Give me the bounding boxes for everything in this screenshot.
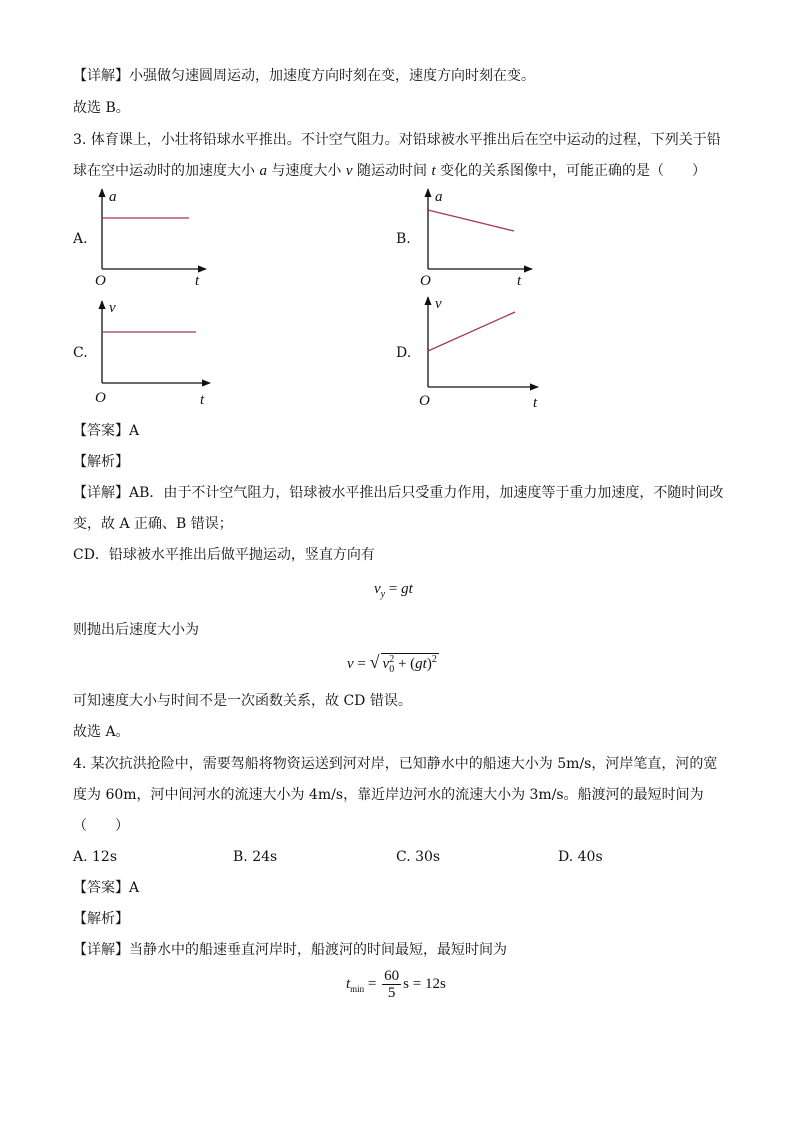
q3-c-x-label: t	[200, 392, 205, 408]
q3-option-a-label[interactable]: A.	[73, 231, 88, 247]
q3-c-y-label: v	[109, 300, 116, 316]
q3-option-b-label[interactable]: B.	[396, 231, 411, 247]
q3-d-origin: O	[419, 393, 430, 409]
q3-a-x-label: t	[195, 273, 200, 289]
q3-d-y-label: v	[435, 296, 442, 312]
q4-option-d[interactable]: D. 40s	[558, 849, 603, 865]
q4-stem-line2: 度为 60m，河中间河水的流速大小为 4m/s，靠近岸边河水的流速大小为 3m/s。船渡河的最短时间为	[73, 787, 704, 803]
q4-detail: 【详解】当静水中的船速垂直河岸时，船渡河的时间最短，最短时间为	[73, 942, 507, 958]
q3-conclusion: 故选 A。	[73, 724, 130, 740]
q3-answer: 【答案】A	[73, 423, 140, 439]
q3-option-c-label[interactable]: C.	[73, 345, 88, 361]
q3-d-curve	[428, 312, 515, 351]
q3-option-b-graph	[414, 185, 544, 290]
q4-analysis-heading: 【解析】	[73, 911, 129, 927]
q3-detail-line2: 变，故 A 正确、B 错误；	[73, 516, 233, 532]
q3-option-d-graph	[414, 293, 549, 411]
q3-b-x-label: t	[517, 273, 522, 289]
q4-stem-line1: 4. 某次抗洪抢险中，需要驾船将物资运送到河对岸，已知静水中的船速大小为 5m/s，河岸笔直，河的宽	[73, 756, 718, 772]
q4-option-c[interactable]: C. 30s	[396, 849, 441, 865]
q4-option-a[interactable]: A. 12s	[73, 849, 118, 865]
q3-stem-line1: 3. 体育课上，小壮将铅球水平推出。不计空气阻力。对铅球被水平推出后在空中运动的过程，下列关于铅	[73, 132, 721, 148]
q3-a-origin: O	[95, 273, 106, 289]
q4-answer: 【答案】A	[73, 880, 140, 896]
q3-d-x-label: t	[533, 395, 538, 411]
q4-formula-tmin: $t_{min}$ = $\frac{60}{5}$ s = 12s	[346, 968, 446, 1001]
q3-after-formula2: 可知速度大小与时间不是一次函数关系，故 CD 错误。	[73, 693, 412, 709]
q3-after-formula1: 则抛出后速度大小为	[73, 622, 199, 638]
q2-conclusion: 故选 B。	[73, 100, 130, 116]
q4-stem-line3: （ ）	[73, 818, 129, 834]
q3-detail-line1: 【详解】AB．由于不计空气阻力，铅球被水平推出后只受重力作用，加速度等于重力加速度，不随时间改	[73, 485, 724, 501]
q3-option-d-label[interactable]: D.	[396, 345, 412, 361]
q3-formula-vy: $v_y$ = gt	[374, 581, 413, 600]
q2-detail: 【详解】小强做匀速圆周运动，加速度方向时刻在变，速度方向时刻在变。	[73, 68, 535, 84]
q3-detail-line3: CD．铅球被水平推出后做平抛运动，竖直方向有	[73, 547, 375, 563]
q3-b-origin: O	[420, 273, 431, 289]
q3-option-a-graph	[88, 185, 218, 290]
q3-formula-v: v = √ $v_0^2 + (gt)^2$	[347, 652, 437, 675]
q3-analysis-heading: 【解析】	[73, 454, 129, 470]
q3-c-origin: O	[95, 390, 106, 406]
q3-b-y-label: a	[435, 189, 443, 205]
q3-stem-line2: 球在空中运动时的加速度大小 a 与速度大小 v 随运动时间 t 变化的关系图像中，可能正确的是（ ）	[73, 163, 707, 179]
q4-option-b[interactable]: B. 24s	[233, 849, 278, 865]
q3-a-y-label: a	[109, 189, 117, 205]
q3-option-c-graph	[88, 297, 223, 407]
q3-b-curve	[428, 210, 514, 231]
